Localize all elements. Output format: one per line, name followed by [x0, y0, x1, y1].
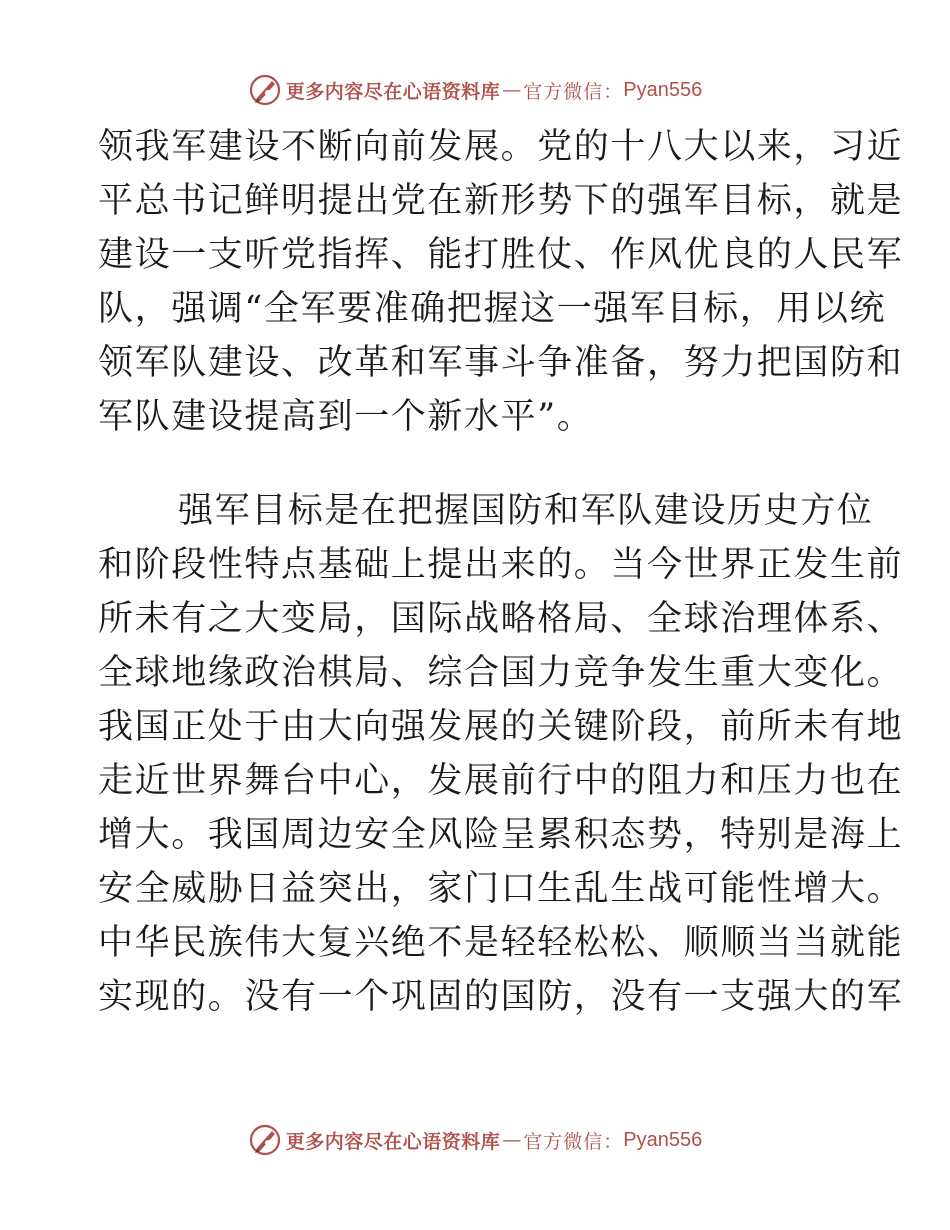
document-body [98, 120, 904, 1024]
text-line: 军队建设提高到一个新水平”。 [98, 397, 594, 437]
paragraph-2 [98, 484, 904, 1024]
text-line: 领军队建设、改革和军事斗争准备，努力把国防和 [98, 343, 904, 383]
text-line: 强军目标是在把握国防和军队建设历史方位 [178, 491, 874, 531]
pen-logo-icon [248, 1123, 282, 1157]
watermark-separator: — [502, 1129, 522, 1151]
text-line: 中华民族伟大复兴绝不是轻轻松松、顺顺当当就能 [98, 923, 904, 963]
watermark-wechat-id: Pyan556 [623, 1128, 703, 1151]
text-line: 我国正处于由大向强发展的关键阶段，前所未有地 [98, 707, 904, 747]
watermark-main-text: 更多内容尽在心语资料库 [285, 80, 501, 103]
text-line: 全球地缘政治棋局、综合国力竞争发生重大变化。 [98, 653, 904, 693]
text-line: 走近世界舞台中心，发展前行中的阻力和压力也在 [98, 761, 904, 801]
text-line: 安全威胁日益突出，家门口生乱生战可能性增大。 [98, 869, 904, 909]
text-line: 队，强调“全军要准确把握这一强军目标，用以统 [98, 289, 887, 329]
watermark-label: 官方微信： [523, 80, 624, 103]
watermark-separator: — [502, 79, 522, 101]
watermark-wechat-id: Pyan556 [623, 78, 703, 101]
text-line: 增大。我国周边安全风险呈累积态势，特别是海上 [98, 815, 904, 855]
pen-logo-icon [248, 73, 282, 107]
footer-watermark [0, 1120, 950, 1160]
text-line: 平总书记鲜明提出党在新形势下的强军目标，就是 [98, 181, 904, 221]
text-line: 所未有之大变局，国际战略格局、全球治理体系、 [98, 599, 904, 639]
header-watermark [0, 70, 950, 110]
watermark-label: 官方微信： [523, 1130, 624, 1153]
text-line: 领我军建设不断向前发展。党的十八大以来，习近 [98, 127, 904, 167]
text-line: 和阶段性特点基础上提出来的。当今世界正发生前 [98, 545, 904, 585]
text-line: 实现的。没有一个巩固的国防，没有一支强大的军 [98, 977, 904, 1017]
text-line: 建设一支听党指挥、能打胜仗、作风优良的人民军 [98, 235, 904, 275]
paragraph-1 [98, 120, 904, 444]
watermark-main-text: 更多内容尽在心语资料库 [285, 1130, 501, 1153]
